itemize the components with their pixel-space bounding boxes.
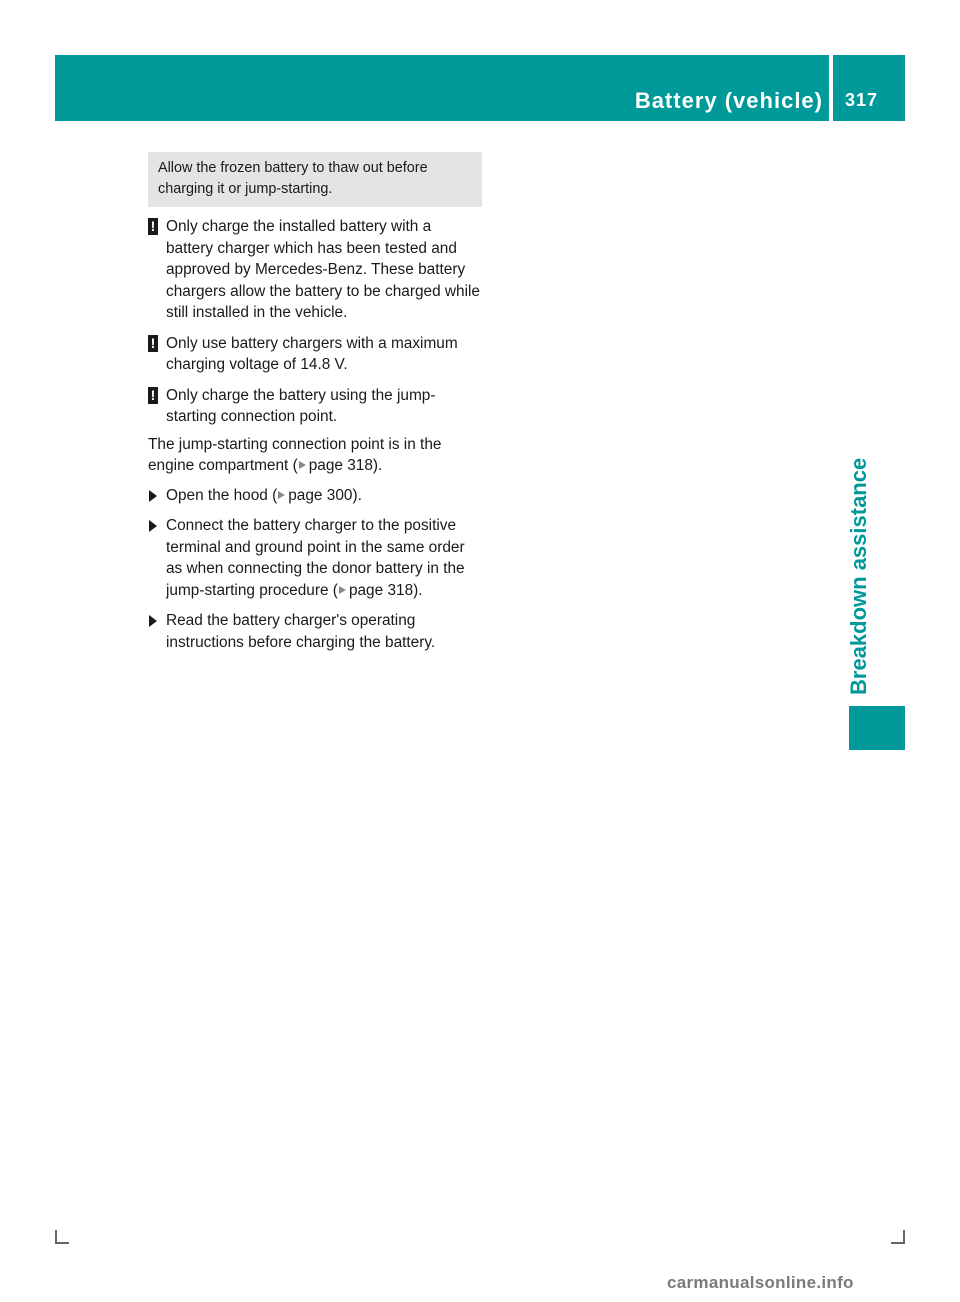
warning-text: Only charge the installed battery with a battery charger which has been tested and approved by Mercedes-Benz. These battery chargers allow the battery to be charged while still installed in the vehicle.	[166, 218, 480, 321]
warning-item	[148, 385, 482, 428]
page-reference-link[interactable]: page 300).	[288, 486, 362, 504]
step-arrow-icon	[149, 615, 157, 627]
page-reference-icon	[339, 586, 346, 594]
warning-icon: !	[148, 387, 158, 404]
body-paragraph	[148, 434, 482, 477]
warning-text: Only charge the battery using the jump-starting connection point.	[166, 386, 436, 425]
step-text: Connect the battery charger to the positive terminal and ground point in the same order as when connecting the donor battery in the jump-starting procedure (	[166, 517, 465, 599]
paragraph-text: The jump-starting connection point is in the engine compartment (	[148, 435, 442, 474]
step-text: Read the battery charger's operating instructions before charging the battery.	[166, 612, 436, 651]
instruction-step	[148, 610, 482, 653]
page-number: 317	[845, 90, 879, 110]
step-text: Open the hood (	[166, 486, 278, 504]
crop-mark-bottom-right-h	[891, 1242, 905, 1244]
chapter-side-label: Breakdown assistance	[846, 457, 871, 695]
crop-mark-bottom-left-h	[55, 1242, 69, 1244]
chapter-tab-marker	[849, 706, 905, 750]
page-reference-icon	[299, 461, 306, 469]
warning-item	[148, 333, 482, 376]
warning-icon: !	[148, 335, 158, 352]
page-reference-icon	[278, 491, 285, 499]
watermark: carmanualsonline.info	[667, 1273, 854, 1292]
page-reference-link[interactable]: page 318).	[348, 581, 423, 599]
instruction-step	[148, 515, 482, 601]
page-reference-link[interactable]: page 318).	[308, 457, 383, 474]
warning-icon: !	[148, 218, 158, 235]
header-divider	[829, 55, 833, 121]
step-arrow-icon	[149, 490, 157, 502]
notice-box: Allow the frozen battery to thaw out before charging it or jump-starting.	[148, 152, 482, 207]
instruction-step	[148, 485, 482, 507]
warning-item	[148, 216, 482, 324]
content-column	[148, 152, 482, 662]
step-arrow-icon	[149, 520, 157, 532]
warning-text: Only use battery chargers with a maximum charging voltage of 14.8 V.	[166, 334, 458, 373]
section-title: Battery (vehicle)	[634, 88, 823, 113]
